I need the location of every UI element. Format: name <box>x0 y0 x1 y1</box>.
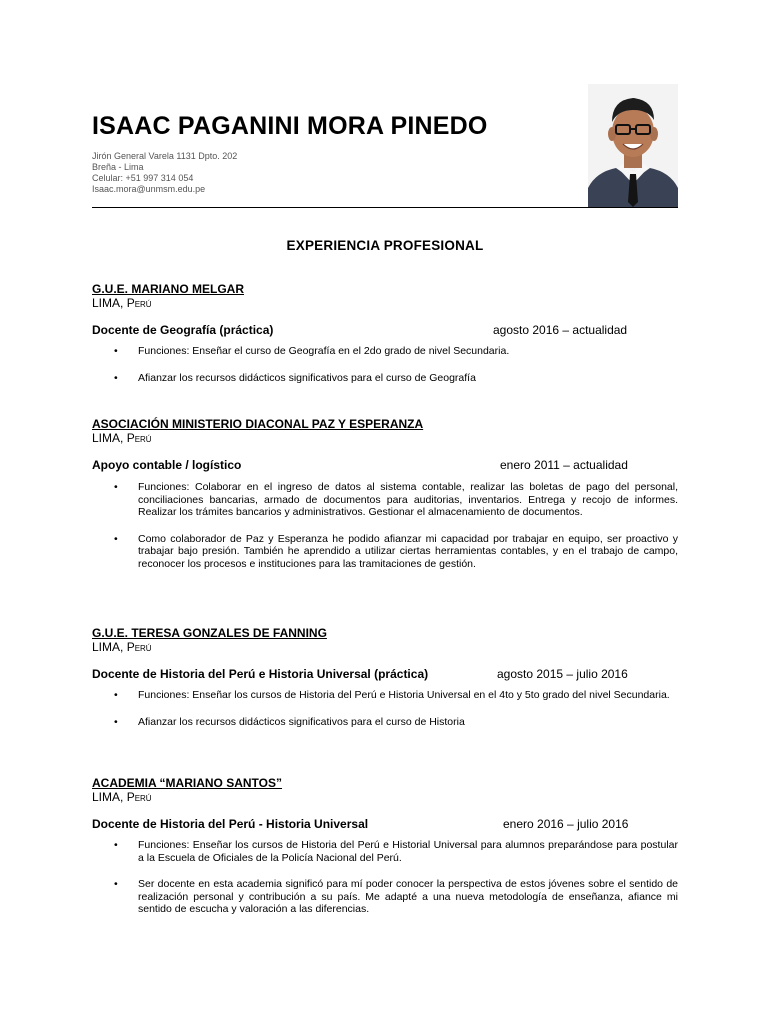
job-title: Apoyo contable / logístico <box>92 458 242 472</box>
organization-location <box>92 640 678 654</box>
candidate-name: ISAAC PAGANINI MORA PINEDO <box>92 112 488 140</box>
duty-item: • Afianzar los recursos didácticos significativos para el curso de Geografía <box>92 372 678 385</box>
organization-name: ASOCIACIÓN MINISTERIO DIACONAL PAZ Y ESPERANZA <box>92 417 424 431</box>
duty-item: • Funciones: Enseñar el curso de Geografía en el 2do grado de nivel Secundaria. <box>92 345 678 358</box>
email-line: Isaac.mora@unmsm.edu.pe <box>92 184 206 194</box>
contact-block <box>92 151 237 195</box>
organization-location <box>92 790 678 804</box>
duty-item: • Como colaborador de Paz y Esperanza he podido afianzar mi capacidad por trabajar en equipo, ser proactivo y trabajar bajo presión. También he aprendido a utilizar ciertas herramientas contables, y en el trabajo de campo, reconocer los procesos e instituciones para las tramitaciones de gestión. <box>92 533 678 571</box>
location-country: Perú <box>126 431 152 445</box>
job-dates: agosto 2015 – julio 2016 <box>497 667 628 681</box>
duties-list <box>92 345 678 384</box>
phone-line: Celular: +51 997 314 054 <box>92 173 194 183</box>
duty-item: • Funciones: Enseñar los cursos de Historia del Perú e Historia Universal en el 4to y 5to grado del nivel Secundaria. <box>92 689 678 702</box>
duty-item: • Funciones: Colaborar en el ingreso de datos al sistema contable, realizar las boletas de pago del personal, conciliaciones bancarias, armado de documentos para auditorias, inventarios. Entrega y recojo de informes. Realizar los trámites bancarios y administrativos. Gestionar el almacenamiento de documentos. <box>92 481 678 519</box>
location-city: LIMA, <box>92 431 127 445</box>
location-country: Perú <box>126 640 152 654</box>
experience-entry <box>92 417 678 570</box>
district-line: Breña - Lima <box>92 162 144 172</box>
job-dates: enero 2016 – julio 2016 <box>503 817 629 831</box>
location-country: Perú <box>126 296 152 310</box>
header-divider <box>92 207 678 208</box>
job-title: Docente de Geografía (práctica) <box>92 323 274 337</box>
duty-item: • Ser docente en esta academia significó para mí poder conocer la perspectiva de estos jóvenes sobre el sentido de realización personal y contribución a su país. Me adapté a una nueva metodología de enseñanza, afiance mi sentido de escucha y valoración a las diferencias. <box>92 878 678 916</box>
organization-name: G.U.E. TERESA GONZALES DE FANNING <box>92 626 327 640</box>
job-title: Docente de Historia del Perú e Historia Universal (práctica) <box>92 667 429 681</box>
organization-name: G.U.E. MARIANO MELGAR <box>92 282 244 296</box>
organization-location <box>92 431 678 445</box>
experience-entry <box>92 282 678 384</box>
duties-list <box>92 839 678 916</box>
location-city: LIMA, <box>92 790 127 804</box>
job-title: Docente de Historia del Perú - Historia Universal <box>92 817 369 831</box>
role-row <box>92 667 678 683</box>
profile-photo <box>588 84 678 207</box>
duty-item: • Funciones: Enseñar los cursos de Historia del Perú e Historial Universal para alumnos preparándose para postular a la Escuela de Oficiales de la Policía Nacional del Perú. <box>92 839 678 864</box>
organization-name: ACADEMIA “MARIANO SANTOS” <box>92 776 283 790</box>
experience-entry <box>92 776 678 916</box>
section-title: EXPERIENCIA PROFESIONAL <box>286 238 484 253</box>
job-dates: agosto 2016 – actualidad <box>493 323 628 337</box>
role-row <box>92 323 678 339</box>
role-row <box>92 458 678 474</box>
duty-item: • Afianzar los recursos didácticos significativos para el curso de Historia <box>92 716 678 729</box>
location-city: LIMA, <box>92 296 127 310</box>
address-line: Jirón General Varela 1131 Dpto. 202 <box>92 151 238 161</box>
location-country: Perú <box>126 790 152 804</box>
role-row <box>92 817 678 833</box>
organization-location <box>92 296 678 310</box>
portrait-illustration <box>588 84 678 207</box>
job-dates: enero 2011 – actualidad <box>500 458 628 472</box>
experience-entry <box>92 626 678 728</box>
duties-list <box>92 481 678 570</box>
location-city: LIMA, <box>92 640 127 654</box>
duties-list <box>92 689 678 728</box>
